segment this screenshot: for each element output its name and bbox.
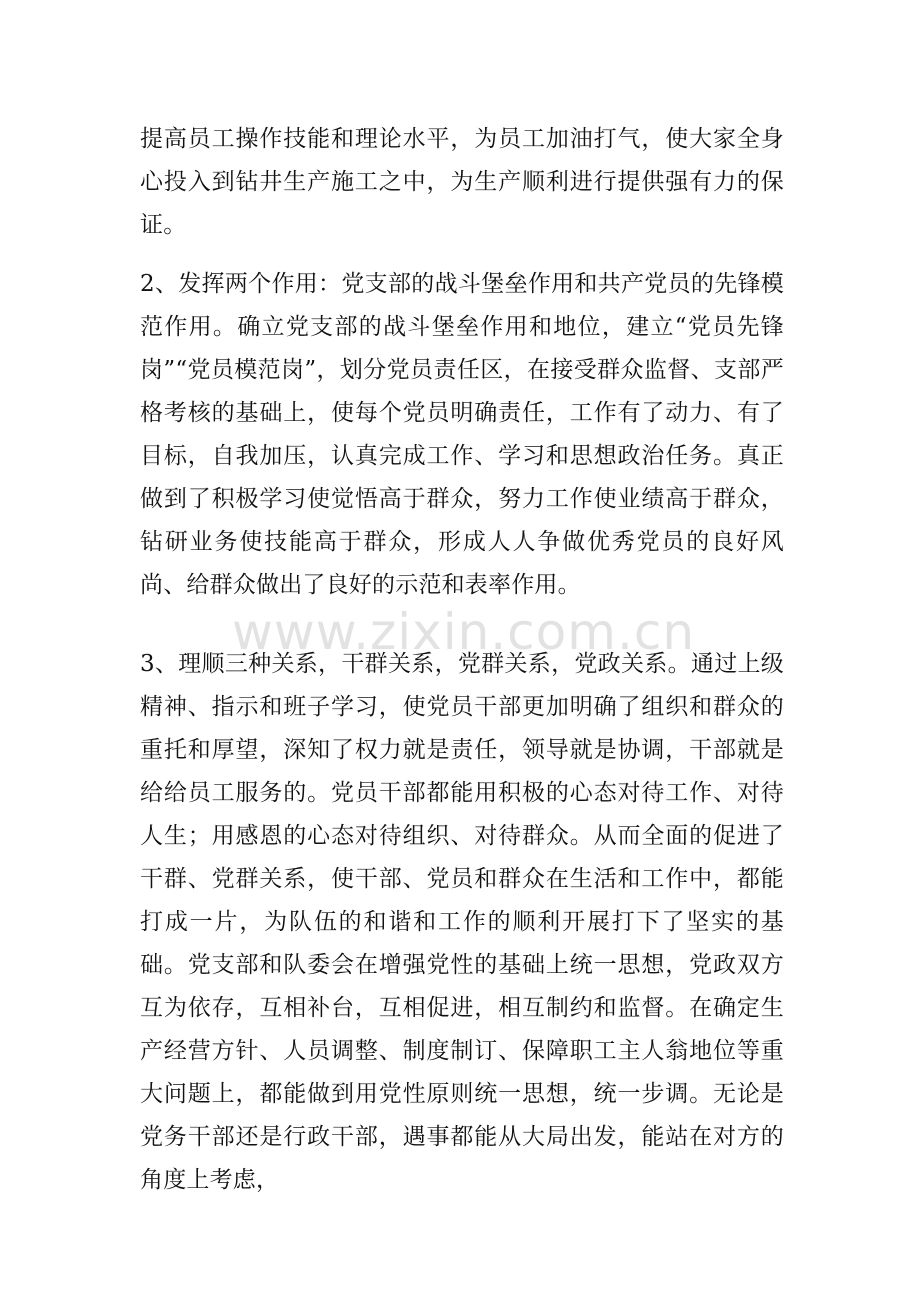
paragraph-text: 提高员工操作技能和理论水平，为员工加油打气，使大家全身心投入到钻井生产施工之中，为生产顺利进行提供强有力的保证。 [140, 126, 784, 238]
paragraph-text: 3、理顺三种关系，干群关系，党群关系，党政关系。通过上级精神、指示和班子学习，使党员干部更加明确了组织和群众的重托和厚望，深知了权力就是责任，领导就是协调，干部就是给给员工服务的。党员干部都能用积极的心态对待工作、对待人生；用感恩的心态对待组织、对待群众。从而全面的促进了干群、党群关系，使干部、党员和群众在生活和工作中，都能打成一片，为队伍的和谐和工作的顺利开展打下了坚实的基础。党支部和队委会在增强党性的基础上统一思想，党政双方互为依存，互相补台，互相促进，相互制约和监督。在确定生产经营方针、人员调整、制度制订、保障职工主人翁地位等重大问题上，都能做到用党性原则统一思想，统一步调。无论是党务干部还是行政干部，遇事都能从大局出发，能站在对方的角度上考虑， [140, 651, 784, 1193]
paragraph-text: 2、发挥两个作用：党支部的战斗堡垒作用和共产党员的先锋模范作用。确立党支部的战斗堡垒作用和地位，建立“党员先锋岗”“党员模范岗”，划分党员责任区，在接受群众监督、支部严格考核的基础上，使每个党员明确责任，工作有了动力、有了目标，自我加压，认真完成工作、学习和思想政治任务。真正做到了积极学习使觉悟高于群众，努力工作使业绩高于群众，钻研业务使技能高于群众，形成人人争做优秀党员的良好风尚、给群众做出了良好的示范和表率作用。 [140, 271, 784, 598]
paragraph-three-relations [140, 643, 784, 1202]
watermark: www.zixin.com.cn [232, 603, 696, 661]
paragraph-continuation [140, 118, 784, 247]
paragraph-two-roles [140, 263, 784, 607]
